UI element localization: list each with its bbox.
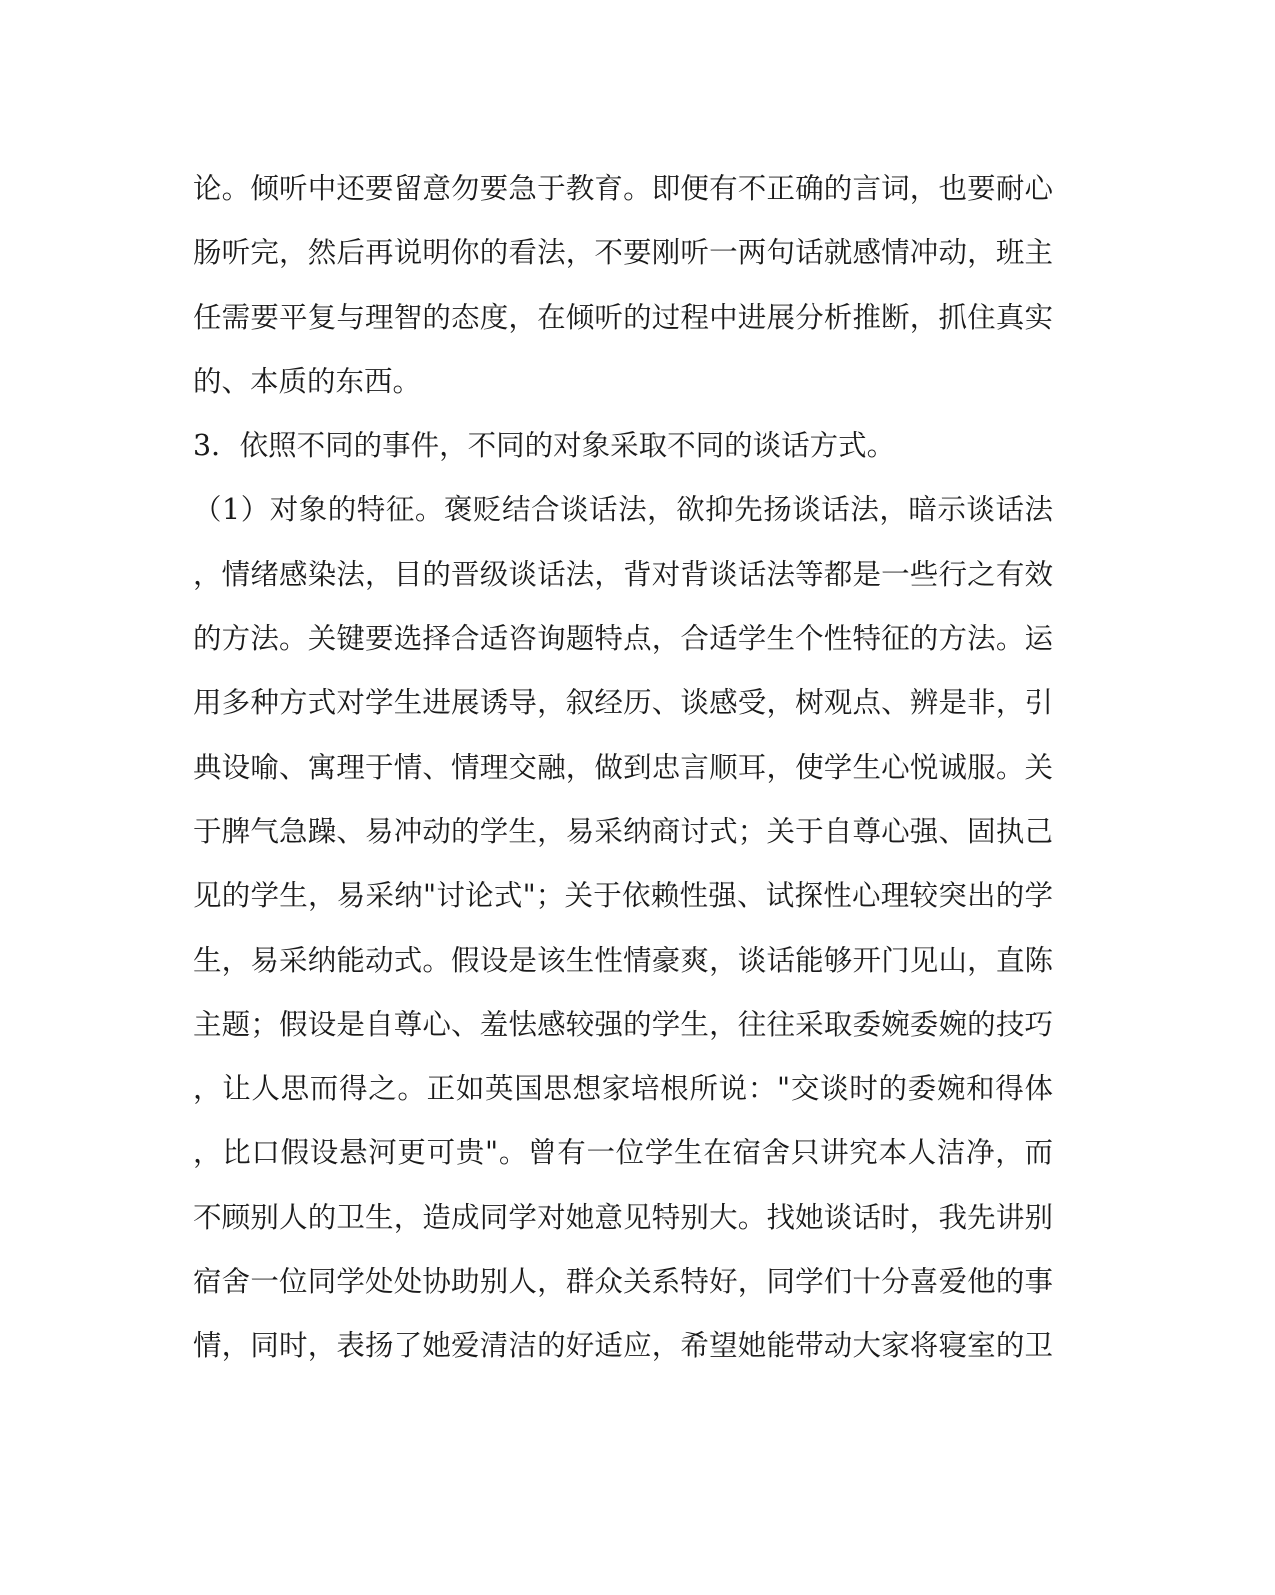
- text-line: 主题；假设是自尊心、羞怯感较强的学生，往往采取委婉委婉的技巧: [193, 1007, 1053, 1041]
- text-line: 肠听完，然后再说明你的看法，不要刚听一两句话就感情冲动，班主: [193, 236, 1053, 270]
- text-line: ，比口假设悬河更可贵"。曾有一位学生在宿舍只讲究本人洁净，而: [193, 1136, 1053, 1170]
- text-line: 宿舍一位同学处处协助别人，群众关系特好，同学们十分喜爱他的事: [193, 1265, 1053, 1299]
- text-line: 不顾别人的卫生，造成同学对她意见特别大。找她谈话时，我先讲别: [193, 1200, 1053, 1234]
- text-line: （1）对象的特征。褒贬结合谈话法，欲抑先扬谈话法，暗示谈话法: [193, 493, 1053, 527]
- text-line: 生，易采纳能动式。假设是该生性情豪爽，谈话能够开门见山，直陈: [193, 943, 1053, 977]
- text-line: ，让人思而得之。正如英国思想家培根所说："交谈时的委婉和得体: [193, 1072, 1053, 1106]
- text-line: 于脾气急躁、易冲动的学生，易采纳商讨式；关于自尊心强、固执己: [193, 814, 1053, 848]
- text-line: 用多种方式对学生进展诱导，叙经历、谈感受，树观点、辨是非，引: [193, 686, 1053, 720]
- text-line: 典设喻、寓理于情、情理交融，做到忠言顺耳，使学生心悦诚服。关: [193, 750, 1053, 784]
- text-line: 任需要平复与理智的态度，在倾听的过程中进展分析推断，抓住真实: [193, 300, 1053, 334]
- text-line: 的方法。关键要选择合适咨询题特点，合适学生个性特征的方法。运: [193, 622, 1053, 656]
- text-line: 的、本质的东西。: [193, 364, 422, 398]
- text-line: 见的学生，易采纳"讨论式"；关于依赖性强、试探性心理较突出的学: [193, 879, 1053, 913]
- body-text: [193, 163, 1053, 1385]
- text-line: 论。倾听中还要留意勿要急于教育。即便有不正确的言词，也要耐心: [193, 172, 1053, 205]
- text-line: 情，同时，表扬了她爱清洁的好适应，希望她能带动大家将寝室的卫: [193, 1329, 1053, 1363]
- section-heading: 3．依照不同的事件，不同的对象采取不同的谈话方式。: [193, 429, 896, 463]
- text-line: ，情绪感染法，目的晋级谈话法，背对背谈话法等都是一些行之有效: [193, 557, 1053, 591]
